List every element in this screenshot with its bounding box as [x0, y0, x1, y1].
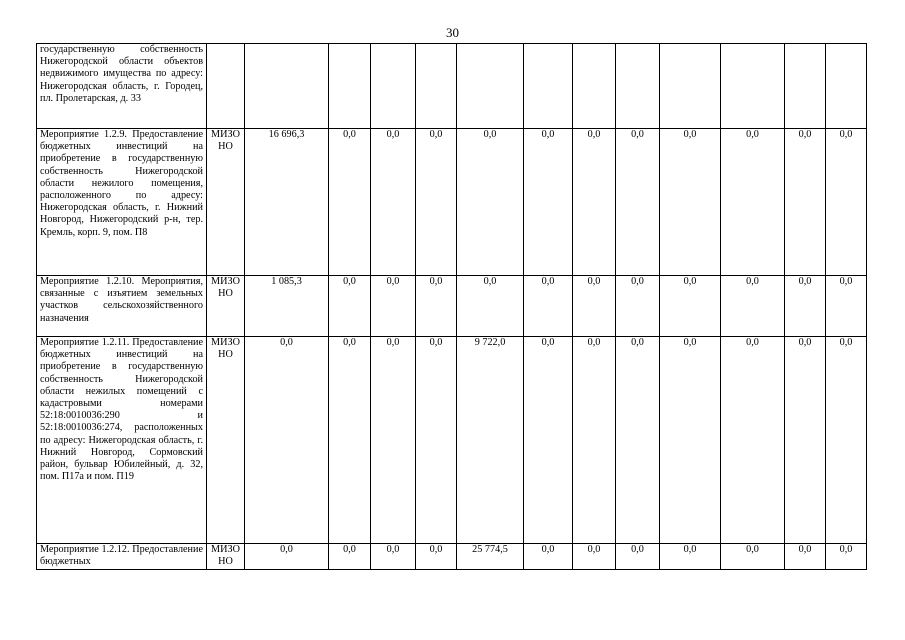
row-value	[785, 44, 826, 129]
row-value: 0,0	[524, 129, 573, 276]
row-value: 0,0	[785, 276, 826, 337]
row-value: 0,0	[245, 544, 329, 570]
row-agency: МИЗО НО	[207, 337, 245, 544]
budget-table	[36, 43, 867, 570]
row-agency: МИЗО НО	[207, 276, 245, 337]
row-value: 0,0	[826, 276, 867, 337]
row-value	[660, 44, 721, 129]
row-value	[721, 44, 785, 129]
row-description: Мероприятие 1.2.11. Предоставление бюджетных инвестиций на приобретение в государственную собственность Нижегородской области нежилых помещений с кадастровыми номерами 52:18:0010036:290 и 52:18:0010036:274, расположенных по адресу: Нижегородская область, г. Нижний Новгород, Сормовский район, бульвар Юбилейный, д. 32, пом. П17а и пом. П19	[37, 337, 207, 544]
table-row	[37, 276, 867, 337]
row-value	[524, 44, 573, 129]
row-value: 0,0	[616, 337, 660, 544]
row-agency	[207, 44, 245, 129]
row-value: 0,0	[660, 129, 721, 276]
row-value: 0,0	[573, 337, 616, 544]
row-value: 0,0	[721, 337, 785, 544]
row-value: 0,0	[721, 129, 785, 276]
row-value: 0,0	[573, 544, 616, 570]
row-value: 0,0	[371, 129, 416, 276]
row-value: 0,0	[524, 276, 573, 337]
row-value: 0,0	[524, 544, 573, 570]
table-row	[37, 544, 867, 570]
row-value: 0,0	[660, 276, 721, 337]
row-value: 0,0	[416, 129, 457, 276]
row-value: 0,0	[371, 544, 416, 570]
row-value: 0,0	[329, 276, 371, 337]
table-row	[37, 337, 867, 544]
row-value: 0,0	[721, 544, 785, 570]
row-value: 0,0	[416, 337, 457, 544]
row-value	[371, 44, 416, 129]
row-value: 0,0	[416, 276, 457, 337]
row-value: 0,0	[616, 544, 660, 570]
row-value	[826, 44, 867, 129]
row-value: 0,0	[573, 276, 616, 337]
row-value: 0,0	[573, 129, 616, 276]
table-row	[37, 129, 867, 276]
row-value: 0,0	[371, 337, 416, 544]
row-value: 0,0	[660, 337, 721, 544]
row-value: 16 696,3	[245, 129, 329, 276]
row-description: Мероприятие 1.2.10. Мероприятия, связанные с изъятием земельных участков сельскохозяйственного назначения	[37, 276, 207, 337]
row-value: 0,0	[457, 276, 524, 337]
row-description: государственную собственность Нижегородской области объектов недвижимого имущества по адресу: Нижегородская область, г. Городец, пл. Пролетарская, д. 33	[37, 44, 207, 129]
row-agency: МИЗО НО	[207, 544, 245, 570]
row-value: 0,0	[826, 544, 867, 570]
row-value: 0,0	[329, 544, 371, 570]
row-value	[416, 44, 457, 129]
row-description: Мероприятие 1.2.12. Предоставление бюджетных	[37, 544, 207, 570]
row-value	[245, 44, 329, 129]
row-value: 0,0	[721, 276, 785, 337]
row-value: 0,0	[785, 337, 826, 544]
row-value: 0,0	[616, 276, 660, 337]
table-body	[37, 44, 867, 570]
row-value	[573, 44, 616, 129]
row-value: 0,0	[826, 129, 867, 276]
row-value: 0,0	[329, 129, 371, 276]
row-value: 0,0	[616, 129, 660, 276]
row-agency: МИЗО НО	[207, 129, 245, 276]
row-value: 1 085,3	[245, 276, 329, 337]
row-value: 0,0	[329, 337, 371, 544]
row-value: 0,0	[826, 337, 867, 544]
row-value: 0,0	[785, 129, 826, 276]
page-number: 30	[446, 25, 459, 40]
row-value: 0,0	[245, 337, 329, 544]
row-value: 0,0	[371, 276, 416, 337]
row-value	[457, 44, 524, 129]
row-value: 0,0	[785, 544, 826, 570]
row-value: 25 774,5	[457, 544, 524, 570]
row-value	[616, 44, 660, 129]
row-value	[329, 44, 371, 129]
row-value: 9 722,0	[457, 337, 524, 544]
row-value: 0,0	[457, 129, 524, 276]
row-value: 0,0	[660, 544, 721, 570]
row-value: 0,0	[416, 544, 457, 570]
row-description: Мероприятие 1.2.9. Предоставление бюджетных инвестиций на приобретение в государственную собственность Нижегородской области нежилого помещения, расположенного по адресу: Нижегородская область, г. Нижний Новгород, Нижегородский р-н, тер. Кремль, корп. 9, пом. П8	[37, 129, 207, 276]
table-row	[37, 44, 867, 129]
row-value: 0,0	[524, 337, 573, 544]
